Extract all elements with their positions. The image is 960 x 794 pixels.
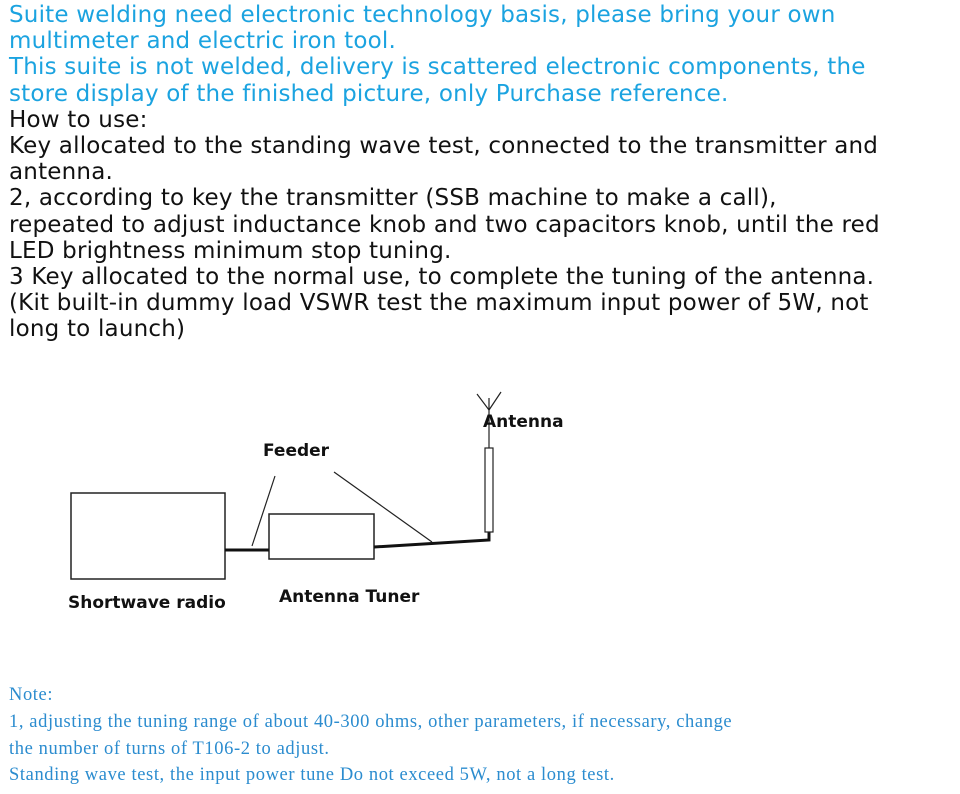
intro-line: This suite is not welded, delivery is scattered electronic components, the: [9, 54, 866, 81]
tuner-antenna-cable: [374, 530, 489, 547]
usage-line: Key allocated to the standing wave test, connected to the transmitter and: [9, 133, 879, 160]
feeder-label: Feeder: [263, 441, 330, 461]
note-line: 1, adjusting the tuning range of about 40-300 ohms, other parameters, if necessary, change: [9, 711, 733, 732]
intro-line: store display of the finished picture, only Purchase reference.: [9, 80, 729, 107]
antenna-label: Antenna: [483, 412, 564, 432]
shortwave-radio-label: Shortwave radio: [68, 593, 226, 613]
usage-line: repeated to adjust inductance knob and two capacitors knob, until the red: [9, 211, 880, 238]
usage-line: 3 Key allocated to the normal use, to complete the tuning of the antenna.: [9, 264, 875, 291]
antenna-tuner-box: [269, 514, 374, 559]
intro-line: Suite welding need electronic technology basis, please bring your own: [9, 2, 836, 28]
usage-line: LED brightness minimum stop tuning.: [9, 237, 452, 264]
note-line: the number of turns of T106-2 to adjust.: [9, 738, 330, 759]
note-line: Standing wave test, the input power tune Do not exceed 5W, not a long test.: [9, 765, 615, 786]
note-title: Note:: [9, 685, 54, 705]
instructions-text: [9, 2, 954, 343]
shortwave-radio-box: [71, 493, 225, 579]
usage-line: long to launch): [9, 316, 186, 343]
usage-line: (Kit built-in dummy load VSWR test the maximum input power of 5W, not: [9, 290, 869, 317]
usage-line: antenna.: [9, 159, 113, 186]
connection-diagram: [0, 380, 960, 630]
usage-line: 2, according to key the transmitter (SSB machine to make a call),: [9, 185, 777, 212]
antenna-mast: [485, 448, 493, 532]
antenna-tuner-label: Antenna Tuner: [279, 587, 420, 607]
note-block: [9, 682, 732, 789]
usage-heading: How to use:: [9, 106, 148, 133]
intro-line: multimeter and electric iron tool.: [9, 28, 396, 55]
